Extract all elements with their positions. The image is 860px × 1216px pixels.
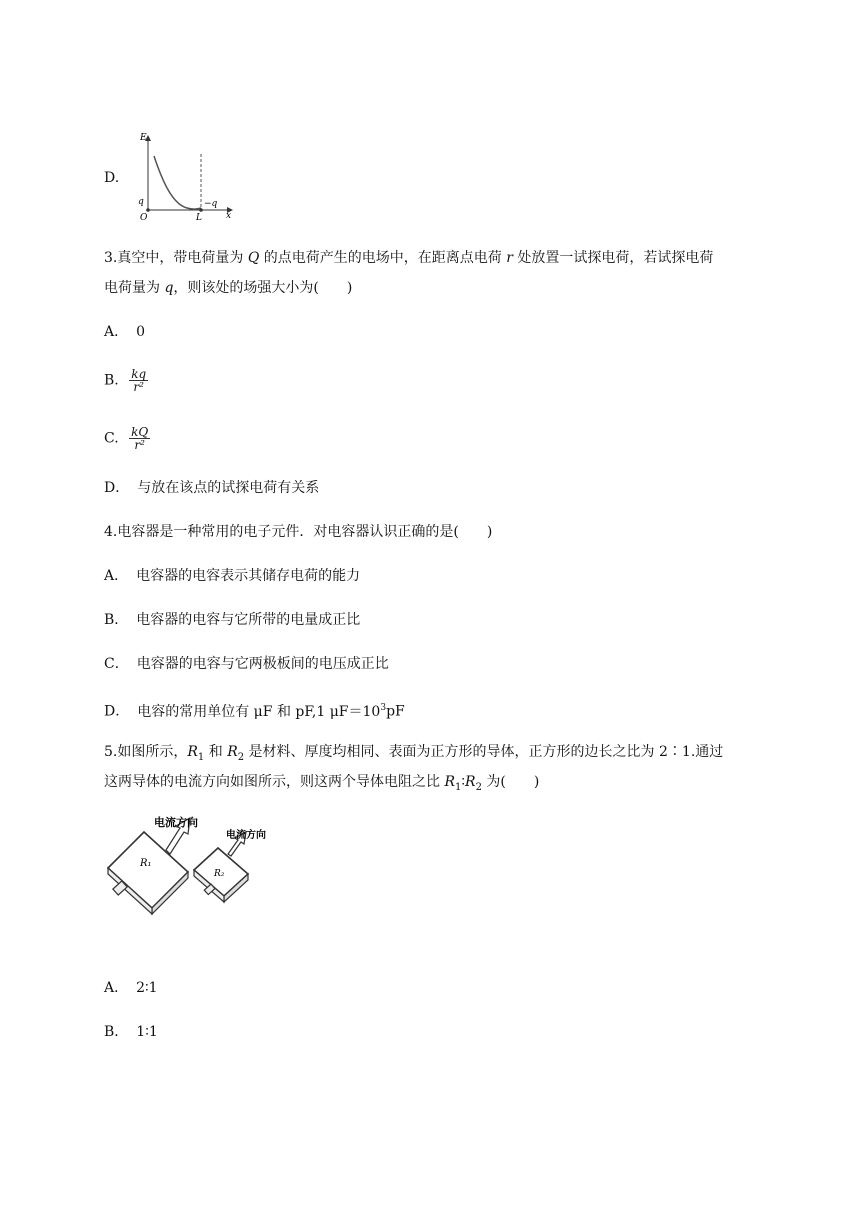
q5-stem-line2: 这两导体的电流方向如图所示，则这两个导体电阻之比 $R_1∶R_2$ 为( ) xyxy=(104,774,540,793)
q5-stem-line1: 5.如图所示，$R_1$ 和 $R_2$ 是材料、厚度均相同、表面为正方形的导体，正方形的边长之比为 2∶1.通过 xyxy=(104,744,724,763)
q5-figure xyxy=(100,810,280,920)
r2-block xyxy=(194,832,248,902)
q4-stem: 4.电容器是一种常用的电子元件．对电容器认识正确的是( ) xyxy=(104,524,493,540)
right-point-label: L xyxy=(196,213,202,223)
fraction-kq-over-r2: $\frac{kq}{\text{r²}}$ xyxy=(131,367,147,394)
q4-option-d: D． 电容的常用单位有 μF 和 pF,1 $\mu F=10^3pF$ xyxy=(104,703,405,720)
q4-option-a: A． 电容器的电容表示其储存电荷的能力 xyxy=(104,568,361,584)
q3-option-d: D． 与放在该点的试探电荷有关系 xyxy=(104,480,320,496)
label-right-current: 电流方向 xyxy=(226,830,266,841)
q4-option-c: C． 电容器的电容与它两极板间的电压成正比 xyxy=(104,656,389,672)
origin-label: O xyxy=(140,213,148,223)
label-left-current: 电流方向 xyxy=(154,816,198,829)
q2-option-d-graph xyxy=(132,128,242,224)
r1-block xyxy=(108,818,190,914)
q3-stem-line1: 3.真空中，带电荷量为 Q 的点电荷产生的电场中，在距离点电荷 r 处放置一试探电荷，若试探电荷 xyxy=(104,250,714,266)
r2-label: R₂ xyxy=(214,869,225,879)
q5-option-a: A． 2∶1 xyxy=(104,980,158,996)
q3-option-b: B. $\frac{kq}{\text{r²}}$ xyxy=(104,367,147,394)
right-charge-label: −q xyxy=(204,199,218,209)
e-curve xyxy=(154,156,201,209)
axis-y-label: E xyxy=(140,133,147,143)
q2-option-d-label: D. xyxy=(104,170,120,186)
left-charge-label: q xyxy=(138,197,144,207)
q4-option-b: B． 电容器的电容与它所带的电量成正比 xyxy=(104,612,361,628)
q5-option-b: B． 1∶1 xyxy=(104,1024,158,1040)
q3-option-a: A． 0 xyxy=(104,324,146,340)
fraction-kQ-over-r2: $\frac{kQ}{\text{r²}}$ xyxy=(131,425,149,452)
q3-option-c: C. $\frac{kQ}{\text{r²}}$ xyxy=(104,425,149,452)
axis-x-label: x xyxy=(226,211,232,221)
q3-stem-line2: 电荷量为 q，则该处的场强大小为( ) xyxy=(104,280,353,296)
r1-label: R₁ xyxy=(140,858,152,869)
